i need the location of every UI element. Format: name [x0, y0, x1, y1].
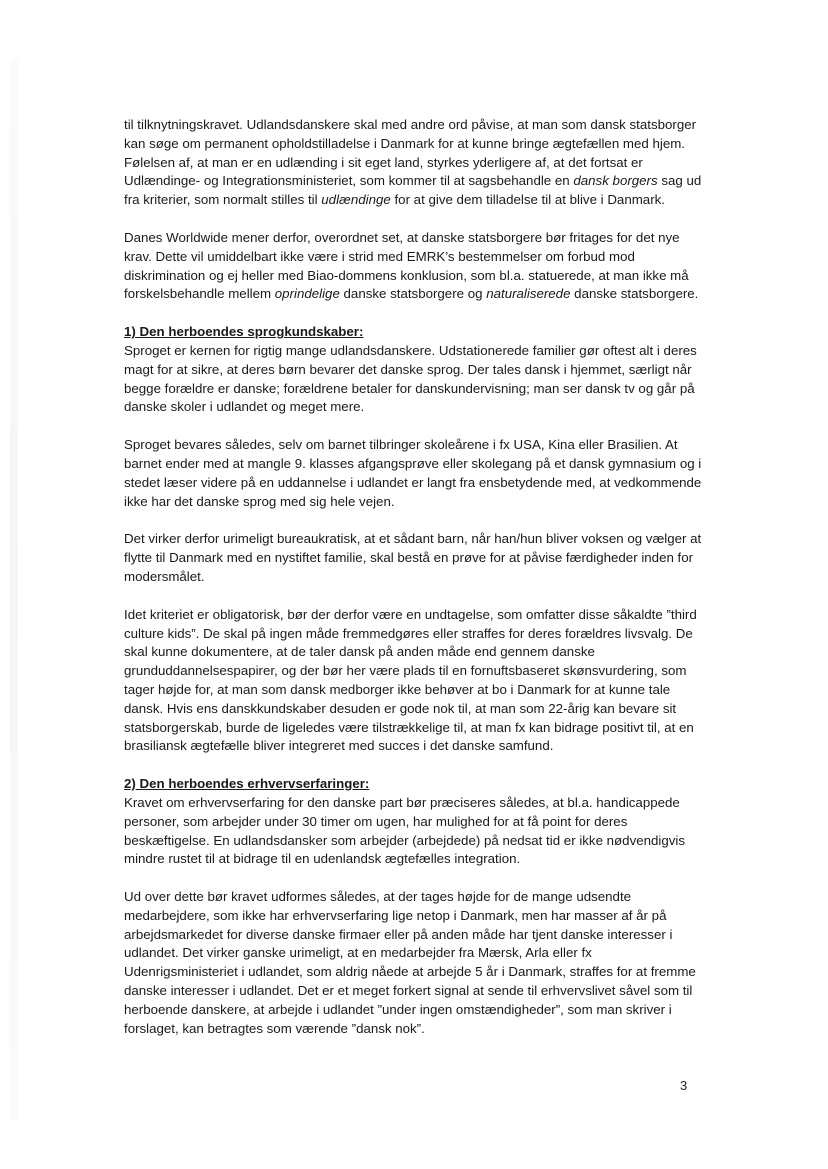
emphasis-naturaliserede: naturaliserede — [486, 286, 571, 302]
section-heading-language: 1) Den herboendes sprogkundskaber: — [124, 324, 364, 340]
paragraph-4: Sproget bevares således, selv om barnet tilbringer skoleårene i fx USA, Kina eller Brasilien. At barnet ender med at mangle 9. klasses afgangsprøve eller skolegang på et dansk gymnasium og i stedet læser videre på en uddannelse i udlandet er langt fra ensbetydende med, at vedkommende ikke har det danske sprog med sig hele vejen. — [124, 437, 702, 509]
emphasis-udlaendinge: udlændinge — [321, 192, 391, 208]
paragraph-3: Sproget er kernen for rigtig mange udlandsdanskere. Udstationerede familier gør oftest alt i deres magt for at sikre, at deres børn bevarer det danske sprog. Der tales dansk i hjemmet, særligt når begge forældre er danske; forældrene betaler for danskundervisning; man ser dansk tv og går på danske skoler i udlandet og meget mere. — [124, 342, 697, 415]
paragraph-5: Det virker derfor urimeligt bureaukratisk, at et sådant barn, når han/hun bliver voksen og vælger at flytte til Danmark med en nystiftet familie, skal bestå en prøve for at påvise færdigheder inden for modersmålet. — [124, 531, 702, 584]
paragraph-7: Kravet om erhvervserfaring for den danske part bør præciseres således, at bl.a. handicappede personer, som arbejder under 30 timer om ugen, har mulighed for at få point for deres beskæftigelse. En udlandsdansker som arbejder (arbejdede) på nedsat tid er ikke nødvendigvis mindre rustet til at bidrage til en udenlandsk ægtefælles integration. — [124, 794, 686, 867]
paragraph-8: Ud over dette bør kravet udformes således, at der tages højde for de mange udsendte medarbejdere, som ikke har erhvervserfaring lige netop i Danmark, men har masser af år på arbejdsmarkedet for diverse danske firmaer eller på anden måde har tjent danske interesser i udlandet. Det virker ganske urimeligt, at en medarbejder fra Mærsk, Arla eller fx Udenrigsministeriet i udlandet, som aldrig nåede at arbejde 5 år i Danmark, straffes for at fremme danske interesser i udlandet. Det er et meget forkert signal at sende til erhvervslivet såvel som til herboende danskere, at arbejde i udlandet ”under ingen omstændigheder”, som man skriver i forslaget, kan betragtes som værende ”dansk nok”. — [124, 889, 696, 1036]
page-number: 3 — [680, 1078, 688, 1093]
paragraph-6: Idet kriteriet er obligatorisk, bør der derfor være en undtagelse, som omfatter disse såkaldte ”third culture kids”. De skal på ingen måde fremmedgøres eller straffes for deres forældres livsvalg. De skal kunne dokumentere, at de taler dansk på anden måde end gennem danske grunduddannelsespapirer, og der bør her være plads til en fornuftsbaseret skønsvurdering, som tager højde for, at man som dansk medborger ikke behøver at bo i Danmark for at kunne tale dansk. Hvis ens danskkundskaber desuden er gode nok til, at man som 22-årig kan bevare sit statsborgerskab, burde de ligeledes være tilstrækkelige til, at man fx kan bidrage positivt til, at en brasiliansk ægtefælle bliver integreret med succes i det danske samfund. — [124, 606, 697, 754]
section-heading-work-experience: 2) Den herboendes erhvervserfaringer: — [124, 776, 370, 792]
emphasis-dansk-borgers: dansk borgers — [573, 173, 658, 189]
paragraph-1: til tilknytningskravet. Udlandsdanskere skal med andre ord påvise, at man som dansk statsborger kan søge om permanent opholdstilladelse i Danmark for at kunne bringe ægtefællen med hjem. Følelsen af, at man er en udlænding i sit eget land, styrkes yderligere af, at det fortsat er Udlændinge- og Integrationsministeriet, som kommer til at sagsbehandle en dansk borgers sag ud fra kriterier, som normalt stilles til udlændinge for at give dem tilladelse til at blive i Danmark. — [124, 117, 702, 208]
page-body — [124, 116, 704, 1057]
scan-edge-shadow — [10, 60, 18, 1120]
emphasis-oprindelige: oprindelige — [274, 286, 340, 302]
paragraph-2: Danes Worldwide mener derfor, overordnet set, at danske statsborgere bør fritages for det nye krav. Dette vil umiddelbart ikke være i strid med EMRK’s bestemmelser om forbud mod diskrimination og ej heller med Biao-dommens konklusion, som bl.a. statuerede, at man ikke må forskelsbehandle mellem oprindelige danske statsborgere og naturaliserede danske statsborgere. — [124, 229, 699, 302]
